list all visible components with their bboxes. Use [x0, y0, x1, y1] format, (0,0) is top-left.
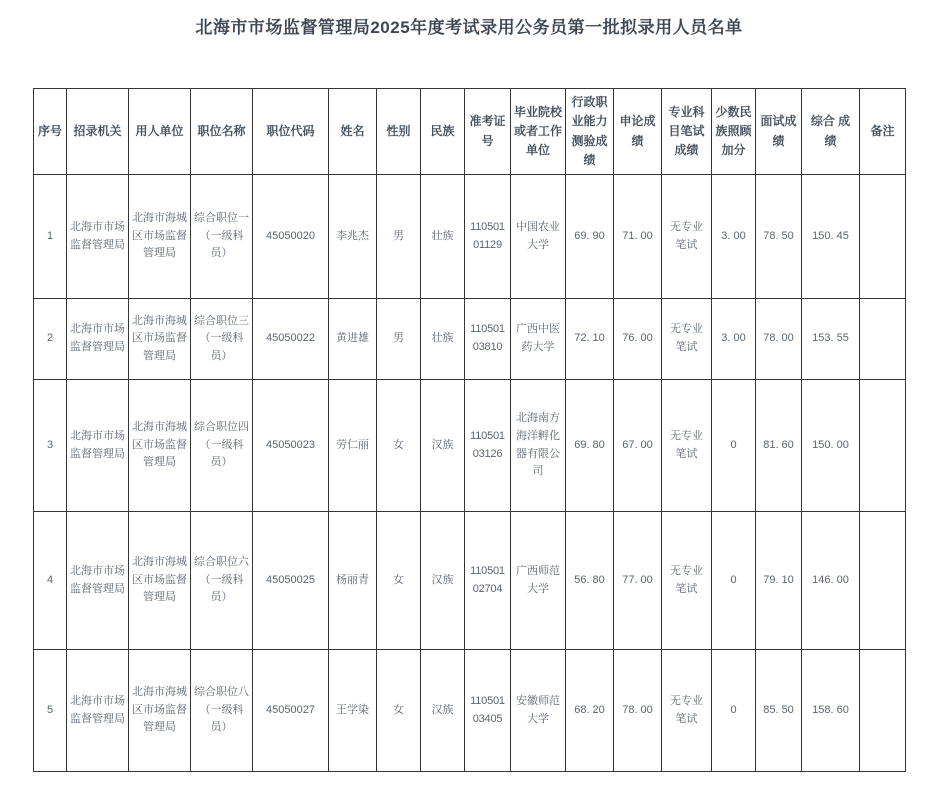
table-cell: 85. 50	[756, 650, 802, 772]
table-cell: 劳仁丽	[329, 380, 377, 512]
table-cell: 110501 03810	[465, 299, 511, 380]
table-cell: 北海市市场监督管理局	[67, 650, 129, 772]
table-body	[34, 175, 906, 772]
table-cell: 杨丽青	[329, 512, 377, 650]
table-cell: 110501 02704	[465, 512, 511, 650]
table-cell: 72. 10	[566, 299, 614, 380]
table-cell: 3	[34, 380, 67, 512]
column-header: 申论成绩	[614, 89, 662, 175]
table-cell: 北海市市场监督管理局	[67, 380, 129, 512]
column-header: 准考证号	[465, 89, 511, 175]
column-header: 少数民族照顾加分	[712, 89, 756, 175]
table-cell	[860, 299, 906, 380]
table-cell: 79. 10	[756, 512, 802, 650]
table-cell: 3. 00	[712, 299, 756, 380]
table-cell: 黄进雄	[329, 299, 377, 380]
table-cell: 150. 00	[802, 380, 860, 512]
table-cell	[860, 175, 906, 299]
table-cell: 69. 90	[566, 175, 614, 299]
column-header: 备注	[860, 89, 906, 175]
table-cell: 45050027	[253, 650, 329, 772]
table-cell: 汉族	[421, 650, 465, 772]
table-cell: 北海市海城区市场监督管理局	[129, 512, 191, 650]
table-cell: 45050025	[253, 512, 329, 650]
table-cell: 0	[712, 380, 756, 512]
table-cell: 2	[34, 299, 67, 380]
table-cell: 北海市市场监督管理局	[67, 175, 129, 299]
table-cell: 78. 00	[614, 650, 662, 772]
table-cell: 3. 00	[712, 175, 756, 299]
table-cell: 4	[34, 512, 67, 650]
table-cell: 综合职位一（一级科员）	[191, 175, 253, 299]
table-cell: 北海市海城区市场监督管理局	[129, 380, 191, 512]
column-header: 行政职业能力测验成绩	[566, 89, 614, 175]
table-row	[34, 650, 906, 772]
table-cell: 150. 45	[802, 175, 860, 299]
table-cell: 78. 50	[756, 175, 802, 299]
column-header: 性别	[377, 89, 421, 175]
table-header-row	[34, 89, 906, 175]
table-cell: 北海市海城区市场监督管理局	[129, 299, 191, 380]
table-cell: 153. 55	[802, 299, 860, 380]
table-cell: 76. 00	[614, 299, 662, 380]
table-cell: 110501 03405	[465, 650, 511, 772]
table-cell: 女	[377, 380, 421, 512]
table-cell: 56. 80	[566, 512, 614, 650]
table-cell: 男	[377, 175, 421, 299]
page-title: 北海市市场监督管理局2025年度考试录用公务员第一批拟录用人员名单	[195, 18, 743, 37]
table-cell: 女	[377, 650, 421, 772]
table-cell: 汉族	[421, 380, 465, 512]
table-cell: 68. 20	[566, 650, 614, 772]
table-cell: 综合职位八（一级科员）	[191, 650, 253, 772]
table-cell: 5	[34, 650, 67, 772]
column-header: 姓名	[329, 89, 377, 175]
table-cell: 81. 60	[756, 380, 802, 512]
table-cell	[860, 512, 906, 650]
table-cell: 78. 00	[756, 299, 802, 380]
table-cell: 无专业笔试	[662, 299, 712, 380]
column-header: 招录机关	[67, 89, 129, 175]
column-header: 职位名称	[191, 89, 253, 175]
table-cell: 69. 80	[566, 380, 614, 512]
table-cell: 45050023	[253, 380, 329, 512]
column-header: 用人单位	[129, 89, 191, 175]
column-header: 毕业院校或者工作单位	[511, 89, 566, 175]
recruitment-table	[33, 88, 906, 772]
table-cell: 广西师范大学	[511, 512, 566, 650]
table-cell: 中国农业大学	[511, 175, 566, 299]
column-header: 专业科目笔试成绩	[662, 89, 712, 175]
table-cell: 67. 00	[614, 380, 662, 512]
table-cell: 1	[34, 175, 67, 299]
table-cell: 男	[377, 299, 421, 380]
table-cell: 李兆杰	[329, 175, 377, 299]
table-cell: 北海市海城区市场监督管理局	[129, 650, 191, 772]
table-row	[34, 512, 906, 650]
table-cell: 北海市市场监督管理局	[67, 512, 129, 650]
table-cell: 158. 60	[802, 650, 860, 772]
table-cell	[860, 650, 906, 772]
table-cell: 北海南方海洋孵化器有限公司	[511, 380, 566, 512]
table-cell: 无专业笔试	[662, 175, 712, 299]
table-cell: 广西中医药大学	[511, 299, 566, 380]
table-cell: 0	[712, 512, 756, 650]
table-row	[34, 175, 906, 299]
table-cell: 北海市市场监督管理局	[67, 299, 129, 380]
table-cell: 壮族	[421, 175, 465, 299]
table-cell: 王学染	[329, 650, 377, 772]
column-header: 面试成绩	[756, 89, 802, 175]
table-cell: 综合职位三（一级科员）	[191, 299, 253, 380]
table-cell: 71. 00	[614, 175, 662, 299]
table-cell: 女	[377, 512, 421, 650]
table-cell: 110501 03126	[465, 380, 511, 512]
column-header: 综合 成绩	[802, 89, 860, 175]
table-cell: 45050020	[253, 175, 329, 299]
table-cell: 45050022	[253, 299, 329, 380]
table-cell: 综合职位六（一级科员）	[191, 512, 253, 650]
table-cell: 0	[712, 650, 756, 772]
table-cell: 146. 00	[802, 512, 860, 650]
table-cell: 77. 00	[614, 512, 662, 650]
table-cell: 无专业笔试	[662, 512, 712, 650]
column-header: 序号	[34, 89, 67, 175]
table-cell	[860, 380, 906, 512]
table-cell: 无专业笔试	[662, 650, 712, 772]
table-cell: 安徽师范大学	[511, 650, 566, 772]
table-cell: 壮族	[421, 299, 465, 380]
table-cell: 无专业笔试	[662, 380, 712, 512]
table-cell: 北海市海城区市场监督管理局	[129, 175, 191, 299]
table-cell: 汉族	[421, 512, 465, 650]
column-header: 职位代码	[253, 89, 329, 175]
table-row	[34, 380, 906, 512]
table-cell: 综合职位四（一级科员）	[191, 380, 253, 512]
column-header: 民族	[421, 89, 465, 175]
table-row	[34, 299, 906, 380]
table-cell: 110501 01129	[465, 175, 511, 299]
